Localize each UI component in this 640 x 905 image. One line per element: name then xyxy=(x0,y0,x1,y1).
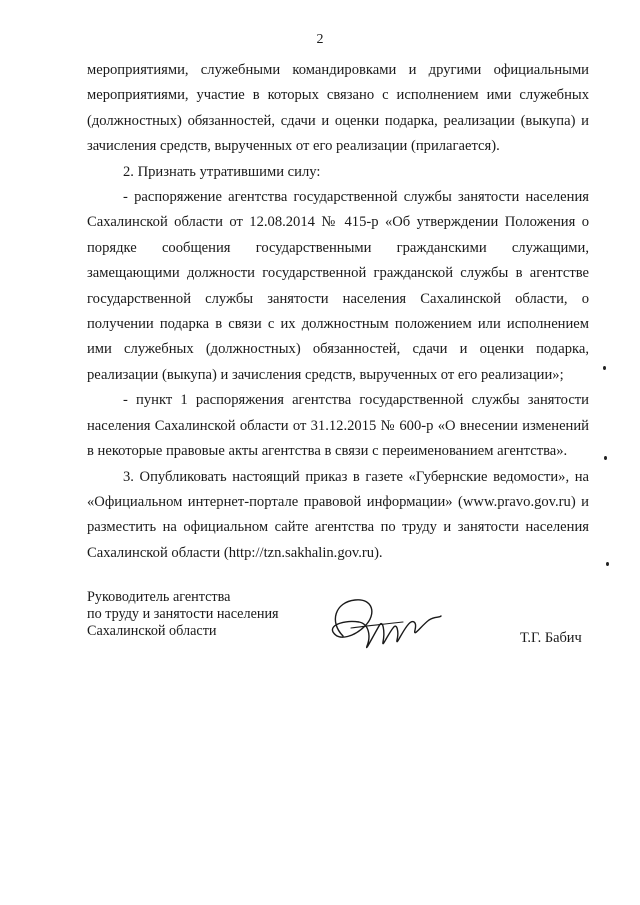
signatory-title xyxy=(87,589,279,640)
signatory-name: Т.Г. Бабич xyxy=(520,630,582,646)
page-number: 2 xyxy=(316,32,324,47)
handwritten-signature xyxy=(325,592,445,660)
signatory-title-line: Руководитель агентства xyxy=(87,589,231,605)
paragraph-item-2: 2. Признать утратившими силу: xyxy=(123,163,321,180)
signatory-title-line: по труду и занятости населения xyxy=(87,606,279,622)
paragraph-repeal-2: - пункт 1 распоряжения агентства государственной службы занятости населения Сахалинской области от 31.12.2015 № 600-р «О внесении изменений в некоторые правовые акты агентства в связи с переименованием агентства». xyxy=(87,392,589,460)
scan-speck xyxy=(604,456,607,460)
paragraph-continuation: мероприятиями, служебными командировками и другими официальными мероприятиями, участие в которых связано с исполнением ими служебных (должностных) обязанностей, сдачи и оценки подарка, реализации (выкупа) и зачисления средств, вырученных от его реализации (прилагается). xyxy=(87,62,589,155)
signatory-title-line: Сахалинской области xyxy=(87,623,217,639)
paragraph-item-3: 3. Опубликовать настоящий приказ в газете «Губернские ведомости», на «Официальном интернет-портале правовой информации» (www.pravo.gov.ru) и разместить на официальном сайте агентства по труду и занятости населения Сахалинской области (http://tzn.sakhalin.gov.ru). xyxy=(87,468,589,561)
scan-speck xyxy=(603,366,606,370)
document-body xyxy=(87,58,589,566)
scan-speck xyxy=(606,562,609,566)
paragraph-repeal-1: - распоряжение агентства государственной службы занятости населения Сахалинской области от 12.08.2014 № 415-р «Об утверждении Положения о порядке сообщения государственными гражданскими служащими, замещающими должности государственной гражданской службы в агентстве государственной службы занятости населения Сахалинской области, о получении подарка в связи с их должностным положением или исполнением ими служебных (должностных) обязанностей, сдачи и оценки подарка, реализации (выкупа) и зачисления средств, вырученных от его реализации»; xyxy=(87,189,589,383)
